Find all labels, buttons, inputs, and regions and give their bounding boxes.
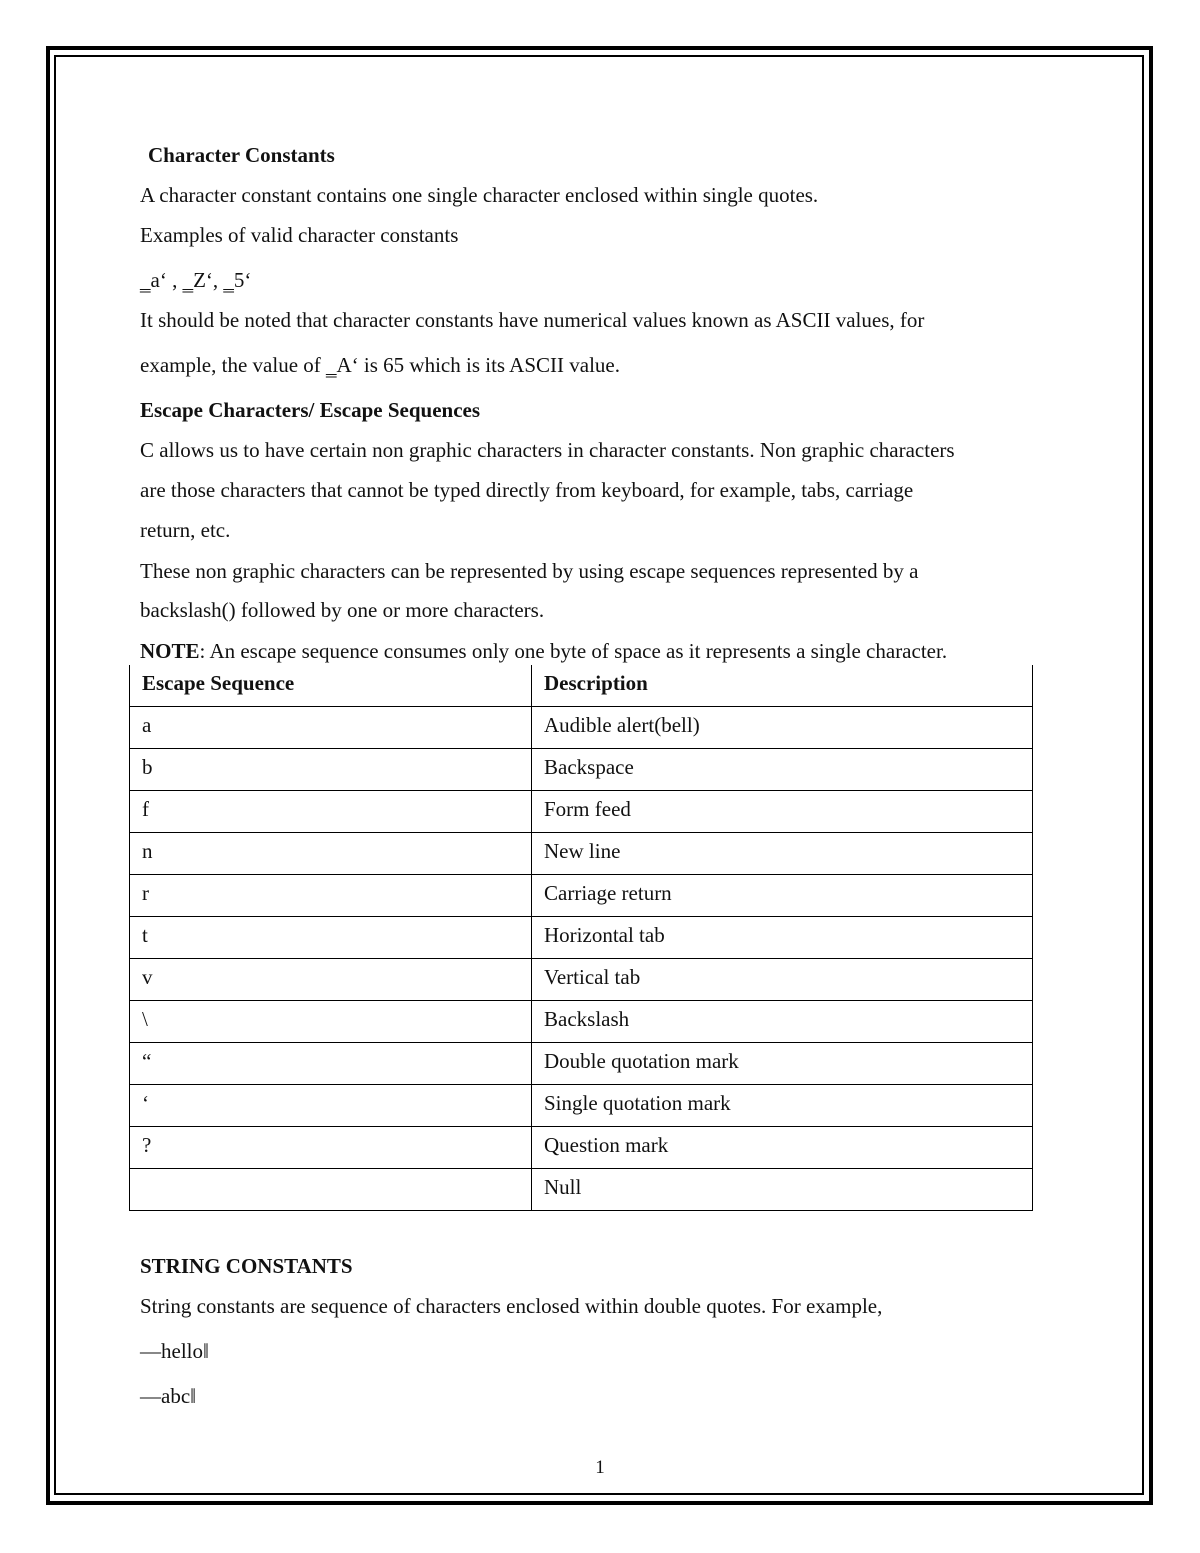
para-escape-line3: return, etc. xyxy=(140,518,231,542)
table-cell-description: Backslash xyxy=(532,1001,1033,1043)
para-char-examples: ‗a‘ , ‗Z‘, ‗5‘ xyxy=(140,268,252,292)
table-row xyxy=(130,1043,1033,1085)
para-ascii-line2: example, the value of ‗A‘ is 65 which is its ASCII value. xyxy=(140,353,620,377)
table-cell-description: Audible alert(bell) xyxy=(532,707,1033,749)
table-cell-description: Vertical tab xyxy=(532,959,1033,1001)
table-row xyxy=(130,707,1033,749)
table-row xyxy=(130,1085,1033,1127)
table-cell-sequence xyxy=(130,1169,532,1211)
note-text: : An escape sequence consumes only one byte of space as it represents a single character. xyxy=(199,639,948,663)
para-represent-line1: These non graphic characters can be represented by using escape sequences represented by a xyxy=(140,559,919,583)
note-label: NOTE xyxy=(140,639,200,663)
table-cell-description: Null xyxy=(532,1169,1033,1211)
table-row xyxy=(130,1001,1033,1043)
table-cell-description: Double quotation mark xyxy=(532,1043,1033,1085)
table-cell-description: Single quotation mark xyxy=(532,1085,1033,1127)
table-row xyxy=(130,833,1033,875)
heading-string-constants: STRING CONSTANTS xyxy=(140,1254,353,1278)
table-row xyxy=(130,1127,1033,1169)
table-row xyxy=(130,749,1033,791)
page-number: 1 xyxy=(595,1457,605,1478)
table-header-row xyxy=(130,665,1033,707)
table-row xyxy=(130,959,1033,1001)
table-row xyxy=(130,1169,1033,1211)
table-cell-description: Form feed xyxy=(532,791,1033,833)
table-cell-description: New line xyxy=(532,833,1033,875)
para-char-constant-def: A character constant contains one single character enclosed within single quotes. xyxy=(140,183,819,207)
header-description: Description xyxy=(532,665,1033,707)
table-cell-sequence: ? xyxy=(130,1127,532,1169)
table-cell-sequence: a xyxy=(130,707,532,749)
para-ascii-line1: It should be noted that character constants have numerical values known as ASCII values, for xyxy=(140,308,925,332)
table-cell-description: Carriage return xyxy=(532,875,1033,917)
heading-escape-sequences: Escape Characters/ Escape Sequences xyxy=(140,398,481,422)
table-cell-sequence: f xyxy=(130,791,532,833)
para-escape-line1: C allows us to have certain non graphic characters in character constants. Non graphic characters xyxy=(140,438,955,462)
table-cell-sequence: ‘ xyxy=(130,1085,532,1127)
table-cell-description: Question mark xyxy=(532,1127,1033,1169)
para-string-def: String constants are sequence of characters enclosed within double quotes. For example, xyxy=(140,1294,883,1318)
table-cell-sequence: \ xyxy=(130,1001,532,1043)
table-cell-sequence: b xyxy=(130,749,532,791)
table-cell-description: Backspace xyxy=(532,749,1033,791)
table-cell-sequence: t xyxy=(130,917,532,959)
heading-character-constants: Character Constants xyxy=(148,143,335,167)
table-cell-description: Horizontal tab xyxy=(532,917,1033,959)
table-cell-sequence: r xyxy=(130,875,532,917)
note-line xyxy=(140,641,947,662)
para-examples-intro: Examples of valid character constants xyxy=(140,223,459,247)
escape-sequence-table xyxy=(129,665,1033,1211)
para-escape-line2: are those characters that cannot be typed directly from keyboard, for example, tabs, carriage xyxy=(140,478,914,502)
string-example-hello: ―hello‖ xyxy=(140,1339,209,1363)
table-row xyxy=(130,791,1033,833)
table-row xyxy=(130,875,1033,917)
para-represent-line2: backslash() followed by one or more characters. xyxy=(140,598,545,622)
table-cell-sequence: “ xyxy=(130,1043,532,1085)
string-example-abc: ―abc‖ xyxy=(140,1384,197,1408)
table-row xyxy=(130,917,1033,959)
table-cell-sequence: n xyxy=(130,833,532,875)
header-escape-sequence: Escape Sequence xyxy=(130,665,532,707)
table-cell-sequence: v xyxy=(130,959,532,1001)
